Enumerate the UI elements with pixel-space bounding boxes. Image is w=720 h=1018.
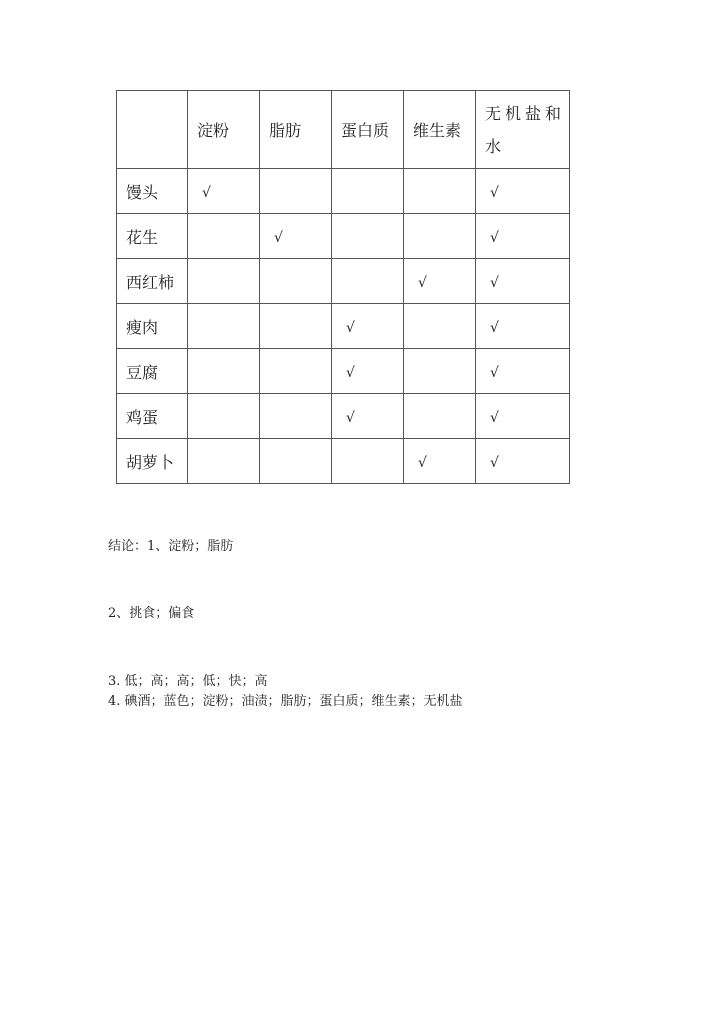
check-mark-icon: √ <box>202 184 211 201</box>
food-name-cell: 馒头 <box>117 169 188 214</box>
food-name-cell: 瘦肉 <box>117 304 188 349</box>
check-cell <box>332 439 404 484</box>
nutrition-table <box>116 90 570 484</box>
check-cell <box>260 439 332 484</box>
check-cell <box>260 214 332 259</box>
check-cell <box>476 214 570 259</box>
check-mark-icon: √ <box>490 454 499 471</box>
check-mark-icon: √ <box>274 229 283 246</box>
header-corner-cell <box>117 91 188 169</box>
conclusion-line-1: 结论：1、淀粉；脂肪 <box>108 539 234 554</box>
check-cell <box>404 349 476 394</box>
check-cell <box>332 214 404 259</box>
check-mark-icon: √ <box>490 364 499 381</box>
food-name-cell: 花生 <box>117 214 188 259</box>
check-cell <box>404 304 476 349</box>
check-cell <box>332 304 404 349</box>
check-cell <box>476 169 570 214</box>
check-cell <box>260 349 332 394</box>
check-cell <box>476 349 570 394</box>
check-cell <box>188 349 260 394</box>
check-cell <box>188 304 260 349</box>
table-row <box>117 349 570 394</box>
food-name-cell: 豆腐 <box>117 349 188 394</box>
food-name-cell: 胡萝卜 <box>117 439 188 484</box>
check-cell <box>188 214 260 259</box>
check-cell <box>404 439 476 484</box>
table-header-row <box>117 91 570 169</box>
conclusion-line-4: 4. 碘酒；蓝色；淀粉；油渍；脂肪；蛋白质；维生素；无机盐 <box>108 694 463 709</box>
table-row <box>117 394 570 439</box>
check-mark-icon: √ <box>490 319 499 336</box>
header-fat: 脂肪 <box>260 91 332 169</box>
check-mark-icon: √ <box>418 454 427 471</box>
header-vitamin: 维生素 <box>404 91 476 169</box>
check-cell <box>332 169 404 214</box>
check-mark-icon: √ <box>490 229 499 246</box>
check-cell <box>476 394 570 439</box>
table-row <box>117 304 570 349</box>
check-mark-icon: √ <box>490 184 499 201</box>
check-cell <box>476 439 570 484</box>
check-mark-icon: √ <box>418 274 427 291</box>
check-cell <box>260 169 332 214</box>
check-cell <box>404 259 476 304</box>
check-cell <box>404 169 476 214</box>
check-mark-icon: √ <box>490 409 499 426</box>
conclusion-line-2: 2、挑食；偏食 <box>108 606 195 621</box>
check-cell <box>260 304 332 349</box>
check-cell <box>332 394 404 439</box>
table-row <box>117 439 570 484</box>
check-mark-icon: √ <box>490 274 499 291</box>
check-cell <box>260 259 332 304</box>
food-name-cell: 西红柿 <box>117 259 188 304</box>
header-protein: 蛋白质 <box>332 91 404 169</box>
check-mark-icon: √ <box>346 409 355 426</box>
check-cell <box>404 214 476 259</box>
check-cell <box>188 439 260 484</box>
food-name-cell: 鸡蛋 <box>117 394 188 439</box>
check-cell <box>188 394 260 439</box>
table-body <box>117 169 570 484</box>
header-mineral-water: 无机盐和水 <box>476 91 570 169</box>
check-cell <box>188 259 260 304</box>
check-cell <box>332 349 404 394</box>
header-starch: 淀粉 <box>188 91 260 169</box>
conclusion-line-3: 3. 低；高；高；低；快；高 <box>108 674 268 689</box>
check-cell <box>332 259 404 304</box>
table-row <box>117 259 570 304</box>
check-cell <box>260 394 332 439</box>
check-cell <box>188 169 260 214</box>
table-row <box>117 214 570 259</box>
check-mark-icon: √ <box>346 319 355 336</box>
check-cell <box>404 394 476 439</box>
check-mark-icon: √ <box>346 364 355 381</box>
check-cell <box>476 304 570 349</box>
table-row <box>117 169 570 214</box>
check-cell <box>476 259 570 304</box>
